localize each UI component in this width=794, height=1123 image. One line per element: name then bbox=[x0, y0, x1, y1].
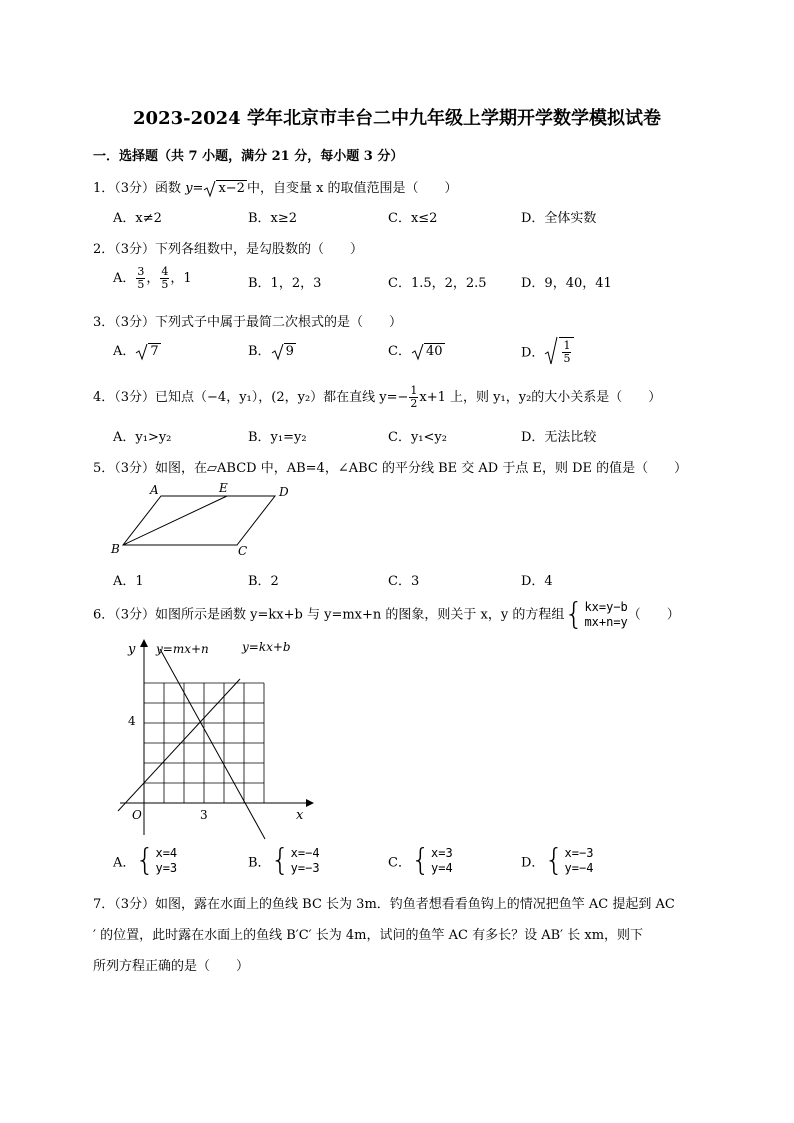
q5-option-d[interactable]: D．4 bbox=[521, 574, 553, 589]
q1-option-d[interactable]: D．全体实数 bbox=[521, 211, 597, 226]
q6-c-y: y=4 bbox=[431, 861, 453, 875]
q6-tick-4: 4 bbox=[128, 714, 136, 728]
q6-d-label: D． bbox=[521, 855, 545, 871]
q3-a-radicand: 7 bbox=[150, 344, 159, 359]
q6-a-label: A． bbox=[113, 855, 136, 871]
question-1-stem bbox=[93, 177, 458, 198]
question-7-line-1: 7．（3分）如图，露在水面上的鱼线 BC 长为 3m．钓鱼者想看看鱼钩上的情况把鱼竿 AC 提起到 AC bbox=[93, 897, 675, 912]
q6-option-c[interactable] bbox=[388, 843, 453, 878]
q4-option-b[interactable]: B．y₁=y₂ bbox=[248, 430, 307, 445]
q2-option-a[interactable]: A． $\frac{3}{5}$ ， $\frac{4}{5}$ ，1 bbox=[113, 265, 192, 291]
question-7-line-2: ′ 的位置，此时露在水面上的鱼线 B′C′ 长为 4m，试问的鱼竿 AC 有多长？设 AB′ 长 xm，则下 bbox=[93, 928, 644, 943]
q3-d-num: 1 bbox=[563, 339, 571, 352]
q1-option-a[interactable]: A．x≠2 bbox=[113, 211, 162, 226]
q4-option-d[interactable]: D．无法比较 bbox=[521, 430, 597, 445]
q2-a-frac2 bbox=[160, 266, 169, 291]
q3-c-radicand: 40 bbox=[425, 344, 443, 359]
q2-a-label: A． bbox=[113, 271, 136, 286]
q2-a-frac2-num: 4 bbox=[161, 265, 169, 278]
q2-option-d[interactable]: D．9，40，41 bbox=[521, 276, 612, 291]
q5-option-b[interactable]: B．2 bbox=[248, 574, 279, 589]
q3-a-label: A． bbox=[113, 344, 136, 359]
q6-c-system bbox=[410, 843, 453, 878]
q1-option-b[interactable]: B．x≥2 bbox=[248, 211, 298, 226]
q2-a-frac1 bbox=[136, 266, 145, 291]
q5-option-a[interactable]: A．1 bbox=[113, 574, 144, 589]
q3-option-a[interactable] bbox=[113, 340, 161, 361]
q6-a-x: x=4 bbox=[155, 846, 178, 860]
section-heading: 一．选择题（共 7 小题，满分 21 分，每小题 3 分） bbox=[93, 149, 404, 164]
q6-x-label: x bbox=[296, 808, 304, 823]
q6-b-x: x=−4 bbox=[290, 846, 320, 860]
q6-option-a[interactable] bbox=[113, 843, 178, 878]
q6-equation-system bbox=[564, 597, 628, 632]
q6-b-system bbox=[270, 843, 320, 878]
question-6-stem bbox=[93, 597, 680, 632]
q1-option-c[interactable]: C．x≤2 bbox=[388, 211, 438, 226]
q3-b-sqrt bbox=[271, 343, 296, 361]
question-7-line-3: 所列方程正确的是（ ） bbox=[93, 959, 250, 974]
q5-label-a: A bbox=[150, 483, 159, 497]
q2-option-b[interactable]: B．1，2，3 bbox=[248, 276, 322, 291]
q6-label-kx-b: y=kx+b bbox=[242, 640, 291, 654]
q6-option-d[interactable] bbox=[521, 843, 594, 878]
q6-a-brace: { bbox=[135, 843, 155, 878]
q6-a-y: y=3 bbox=[155, 861, 178, 875]
q3-c-sqrt bbox=[411, 343, 445, 361]
q6-d-x: x=−3 bbox=[564, 846, 594, 860]
q4-option-a[interactable]: A．y₁>y₂ bbox=[113, 430, 172, 445]
q6-d-brace: { bbox=[544, 843, 564, 878]
q4-frac-den: 2 bbox=[410, 397, 418, 410]
q6-d-y: y=−4 bbox=[564, 861, 594, 875]
q4-option-c[interactable]: C．y₁<y₂ bbox=[388, 430, 447, 445]
question-3-stem: 3．（3分）下列式子中属于最简二次根式的是（ ） bbox=[93, 315, 403, 330]
q1-sqrt bbox=[203, 180, 247, 198]
page-title: 2023-2024 学年北京市丰台二中九年级上学期开学数学模拟试卷 bbox=[133, 108, 661, 129]
q6-brace: { bbox=[564, 597, 584, 632]
q6-c-label: C． bbox=[388, 855, 411, 871]
q2-a-tail: ，1 bbox=[170, 271, 192, 286]
q5-label-c: C bbox=[238, 544, 248, 558]
q6-b-label: B． bbox=[248, 855, 271, 871]
q3-d-den: 5 bbox=[563, 352, 571, 365]
q6-function-graph bbox=[110, 635, 320, 845]
q3-c-label: C． bbox=[388, 344, 411, 359]
q6-origin-label: O bbox=[132, 808, 142, 822]
q5-parallelogram bbox=[123, 496, 275, 545]
question-4-stem bbox=[93, 385, 661, 410]
q6-eq2: mx+n=y bbox=[584, 615, 628, 629]
q6-tick-3: 3 bbox=[200, 808, 208, 822]
q3-option-d[interactable] bbox=[521, 336, 575, 366]
q1-eq: = bbox=[192, 181, 204, 196]
q4-stem-suffix: x+1 上，则 y₁，y₂的大小关系是（ ） bbox=[419, 390, 662, 405]
q6-c-x: x=3 bbox=[431, 846, 453, 860]
q2-a-frac1-num: 3 bbox=[137, 265, 145, 278]
q3-option-c[interactable] bbox=[388, 340, 445, 361]
q3-d-sqrt bbox=[544, 336, 575, 366]
q2-a-frac1-den: 5 bbox=[137, 278, 145, 291]
q6-line-mx-n bbox=[160, 649, 265, 839]
q3-d-label: D． bbox=[521, 345, 545, 361]
q6-grid bbox=[144, 683, 264, 803]
q6-d-system bbox=[544, 843, 594, 878]
q4-frac bbox=[409, 385, 418, 410]
q5-bisector-be bbox=[123, 496, 227, 545]
q5-option-c[interactable]: C．3 bbox=[388, 574, 420, 589]
q6-x-arrow bbox=[306, 799, 314, 807]
q6-b-y: y=−3 bbox=[290, 861, 320, 875]
q6-b-brace: { bbox=[270, 843, 290, 878]
q1-stem-suffix: 中，自变量 x 的取值范围是（ ） bbox=[246, 181, 458, 196]
q6-stem-prefix: 6．（3分）如图所示是函数 y=kx+b 与 y=mx+n 的图象，则关于 x，y 的方程组 bbox=[93, 607, 565, 623]
q6-eq1: kx=y−b bbox=[584, 600, 628, 614]
q1-stem-prefix: 1．（3分）函数 bbox=[93, 181, 186, 196]
question-2-stem: 2．（3分）下列各组数中，是勾股数的（ ） bbox=[93, 242, 364, 257]
q6-line-kx-b bbox=[118, 679, 240, 811]
q6-stem-suffix: （ ） bbox=[627, 607, 680, 623]
q4-stem-prefix: 4．（3分）已知点（−4，y₁），(2，y₂）都在直线 y=− bbox=[93, 390, 409, 405]
q5-label-e: E bbox=[219, 481, 228, 495]
q4-frac-num: 1 bbox=[410, 384, 418, 397]
q2-a-frac2-den: 5 bbox=[161, 278, 169, 291]
q3-option-b[interactable] bbox=[248, 340, 296, 361]
q6-option-b[interactable] bbox=[248, 843, 320, 878]
q5-label-d: D bbox=[279, 485, 289, 499]
q6-label-mx-n: y=mx+n bbox=[156, 642, 209, 656]
question-5-stem: 5．（3分）如图，在▱ABCD 中，AB=4，∠ABC 的平分线 BE 交 AD 于点 E，则 DE 的值是（ ） bbox=[93, 461, 688, 476]
q3-b-radicand: 9 bbox=[285, 344, 294, 359]
q6-y-arrow bbox=[140, 639, 148, 647]
q3-a-sqrt bbox=[135, 343, 160, 361]
q6-a-system bbox=[135, 843, 178, 878]
q3-b-label: B． bbox=[248, 344, 271, 359]
q2-option-c[interactable]: C．1.5，2，2.5 bbox=[388, 276, 487, 291]
q6-y-label: y bbox=[128, 642, 136, 657]
q6-c-brace: { bbox=[410, 843, 431, 878]
q5-label-b: B bbox=[111, 542, 120, 556]
q1-var-y: y bbox=[185, 181, 193, 196]
q5-parallelogram-figure bbox=[105, 478, 305, 563]
q1-sqrt-body: x−2 bbox=[218, 181, 245, 196]
